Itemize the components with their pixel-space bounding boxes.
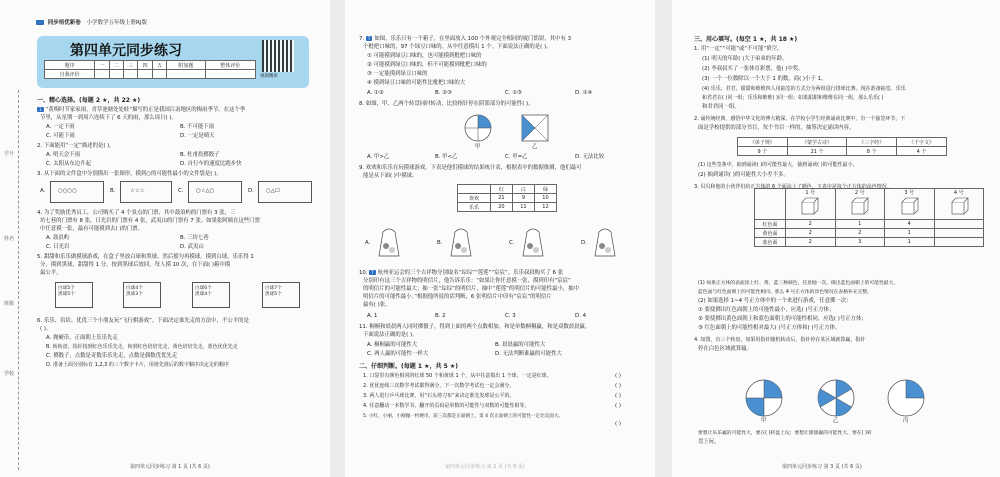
question-text: 2. 诵传统经典，感悟中华文化的博大精深。在学校小学生经典诵读比赛中，有一个抽签环节，下 [694,116,906,122]
question-text: 4. 如图，有三个转盘，如果用指针随机转动后，指针停在某区域就算赢，指针 [694,337,866,343]
table-cell: 20 [490,203,512,212]
score-cell[interactable] [124,70,138,79]
ball-box-label: 白球5个 黑球5个 [58,286,75,297]
table-cell: 2 [786,238,836,247]
page-header [36,18,147,26]
table-cell: 9 [512,194,534,203]
fill-item: 蓝色面与红色面朝上的可能性相同。那么 4 号正方体的涂色情况在表格补充完整。 [698,290,872,295]
option[interactable]: A. 抛硬币，正面朝上乐乐先走 [46,335,118,341]
option: ④ 摸到绿豆口味的可能性比枇杷口味的大 [367,80,466,86]
option[interactable]: C. 两人赢的可能性一样大 [367,351,429,357]
question-text: 最公平。 [40,270,62,276]
table-row [458,203,557,212]
table-cell: 12 [534,203,556,212]
table-header: 《千字文》 [897,138,947,147]
option[interactable]: C. 甲=乙 [505,154,528,160]
option[interactable]: C. 太阳从东边升起 [46,161,91,167]
table-header: 3 号 [885,189,935,220]
table-cell[interactable] [934,229,984,238]
table-cell: 2 [786,229,836,238]
page-title: 第四单元同步练习 [70,43,182,59]
bag-icon [447,224,475,260]
fill-item: ③ 红色面朝上的可能性相对最大( )号正方体和( )号正方体。 [698,325,841,331]
option[interactable]: C. ①③ [505,90,522,96]
question-text: 欢欢和乐乐在玩摸球游戏，下表是他们摸球的结果统计表，根据表中的数据推测，他们最可 [365,165,582,171]
option-label: D. [581,240,587,246]
table-cell[interactable] [934,238,984,247]
option[interactable]: D. 准备上面分别标有 1,2,3 的三个数字卡片，用谁先谁后的数字顺序决定走的顺序 [46,362,229,368]
answer-blank[interactable]: ( ) [615,383,621,389]
table-cell: 9 个 [738,147,788,156]
section-heading: 二、仔细判断。(每题 1 ★，共 5 ★) [359,363,458,370]
fill-item: (3) 一个一位数除以一个大于 1 的数，商( )小于 1。 [702,76,827,82]
option-label: A. [40,188,46,194]
fill-item: (2) 抽到诵读( )的可能性大小差不多。 [698,172,789,178]
spinner-yi [816,378,856,418]
spinner-shaded [764,380,782,398]
option[interactable]: D. 自行车的速度比跑步快 [180,161,242,167]
option[interactable]: B. 晨晨赢的可能性大 [495,342,546,348]
page-footer: 第四单元同步练习 第 1 页 (共 6 页) [130,464,210,470]
spinner-shaded [746,398,764,416]
fill-item: (4) 乐乐、君君、甜甜和维维四人用抽签的方式分为两组进行排球比赛。现在准备抽签，乐乐 [702,86,906,92]
option[interactable]: C. 日光岩 [46,244,70,250]
ball-box-label: 白球7个 黑球5个 [265,286,282,297]
side-label-name: 姓名 [4,236,15,242]
table-header: 《弟子规》 [738,138,788,147]
table-cell: 1 [835,220,885,229]
fill-item: (2) 李叔叔买了一张体育彩票，他( )中奖。 [702,66,804,72]
table-cell: 1 [885,238,935,247]
file-shapes: ○○○○ [58,188,77,194]
question-text: 分，摸到黑球，甜甜得 1 分，按到黑球后放回，每人摸 10 次，在下面( )箱中摸 [40,262,231,268]
score-cell[interactable] [167,70,205,79]
score-cell[interactable] [109,70,123,79]
file-shapes: ○△☐ [266,188,280,194]
score-header: 二 [109,61,123,70]
header-subject: 小学数学五年级上册RJ版 [86,20,147,26]
table-header: 绿 [534,185,556,194]
option[interactable]: B. 甲<乙 [435,154,458,160]
fill-item: (2) 如果选择 1~4 号正方体中的一个来进行游戏，任意掷一次： [698,298,852,304]
table-cell: 4 个 [897,147,947,156]
table-cell: 黄色面 [755,229,786,238]
side-label-class: 班级 [4,301,15,307]
spinner-shaded [906,380,924,398]
spinner-label: 丙 [903,418,909,424]
header-series: 同步培优新卷 [47,20,81,26]
score-cell[interactable] [138,70,152,79]
table-cell: 蓝色面 [755,238,786,247]
question-text: 桐桐和晨晨两人同时掷骰子，得到上面的两个点数相加，和是单数桐桐赢，和是双数晨晨赢。 [369,324,591,330]
table-header: 《蒙学古诗》 [787,138,846,147]
table-cell: 乐乐 [458,203,491,212]
binding-line [18,90,19,470]
option[interactable]: D. 无法比较 [575,154,605,160]
question-text: 1. 用“一定”“可能”或“不可能”填空。 [694,46,783,52]
option[interactable]: D. ①④ [575,90,593,96]
question-text: 明信片的可能性最小。”根据他所说的话判断，6 张明信片中印有“宸宸”的明信片 [363,294,552,300]
spinner-bing [886,378,926,418]
score-cell[interactable] [95,70,109,79]
table-header [755,189,786,220]
file-shapes: ○☆△○ [196,188,215,194]
option[interactable]: C. 可能下雨 [46,133,75,139]
fill-item: (1) 这些签条中，抽到诵读( )的可能性最大，抽到诵读( )的可能性最小。 [698,162,858,168]
option[interactable]: B. 杜甫投掷骰子 [180,152,220,158]
question-text: 中任意摸一张，最有可能摸到去( )的门票。 [40,226,143,232]
option-label: C. [178,188,184,194]
fill-item: 要想让乐乐赢的可能性大，要在( )转盘上玩；要想让甜甜赢的可能性大，要在( )转 [698,431,872,436]
fill-item: (1) 如果正方体的表面涂上红、黄、蓝三种颜色，任意抛一次，掷出蓝色面朝上的可能性最大， [698,281,899,286]
score-header: 四 [138,61,152,70]
option-label: A. [365,240,371,246]
spinner-jia [744,378,784,418]
table-cell: 2 [835,229,885,238]
spinner-label: 乙 [532,144,538,150]
spinner-label: 甲 [475,144,481,150]
question-text: 停在白色区域就算输。 [698,346,752,352]
table-cell: 8 个 [847,147,897,156]
question-text: 能是从下面( )中摸球。 [363,173,418,179]
option[interactable]: A. ①② [367,90,384,96]
question-text: 杭州亚运会的三个吉祥物分别取名“琮琮”“莲莲”“宸宸”。乐乐叔叔购买了 6 张 [377,270,564,276]
score-cell[interactable] [205,70,255,79]
bag-icon [591,224,619,260]
table-cell: 3 [835,238,885,247]
page-1: 一 同步培优新卷 小学数学五年级上册RJ版 第四单元同步练习 视频精讲 题序 一 二 三 四 五 附加题 整体评价 自我评价 学号 姓名 班级 学校 一、精心选择。(每题 2 ★，共 22 ★) 1 “黄梅时节家家雨，青草池塘处处蛙”描写的正是我国江南地区的梅雨季节。在这个季 节里，从星期一到周六连续下了 6 天的雨，那么周日( )。 A. 一定下雨 B. 不可能下雨 C. 可能下雨 D. 一定是晴天 2. 下面能用“一定”描述的是( )。 A. 明天会下雨 B. 杜甫投掷骰子 C. 太阳从东边升起 D. 自行车的速度比跑步快 3. 从下面的文件盒中分别摸出一张图形，摸到○的可能性最小的文件袋是( )。 A. ○○○○ B. ☆☆☆ C. ○☆△○ D. ○△☐ 4. 为了奖励优秀员工，公司购买了 4 个景点的门票，其中鼓浪屿的门票有 3 张，三 坊七巷的门票有 8 张，日光岩的门票有 4 张，武夷山的门票有 7 张。如果张阿姨在这些门票 中任意摸一张，最有可能摸到去( )的门票。 A. 鼓浪屿 B. 三坊七巷 C. 日光岩 D. 武夷山 5. 甜甜和乐乐做摸球游戏，在盒子里放白球和黑球，然后摇匀再摸球。摸到白球，乐乐得 1 分，摸到黑球，甜甜得 1 分，按到黑球后放回，每人摸 10 次，在下面( )箱中摸 最公平。 白球5个 黑球5个 白球4个 黑球3个 白球6个 黑球4个 白球7个 黑球5个 6. 乐乐、培培、优优三个小朋友玩“飞行棋游戏”。下面决定谁先走的方法中，不公平的是 ( )。 A. 抛硬币，正面朝上乐乐先走 B. 转转盘，指针指到红色乐乐先走，转到红色培培先走，黄色培培先走，蓝色优优先走 C. 掷骰子，点数是奇数乐乐先走，点数是偶数优优先走 D. 准备上面分别标有 1,2,3 的三个数字卡片，用谁先谁后的数字顺序决定走的顺序 第四单元同步练习 第 1 页 (共 6 页) [0,0,330,477]
side-label-school: 学校 [4,371,15,377]
spinner-jia [463,113,493,143]
question-text: 最有( )张。 [363,302,391,308]
page-gap [655,0,672,477]
table-row [755,229,984,238]
bag-icon [519,224,547,260]
table-cell: 21 [490,194,512,203]
option[interactable]: C. 3 [505,313,516,319]
answer-blank[interactable]: ( ) [615,373,621,379]
option-label: B. [110,188,116,194]
qr-label: 视频精讲 [260,74,278,79]
option: ③ 一定能摸到绿豆口味的 [367,71,428,77]
question-text: 面是学校提供的部分书目，每个书目一样的，抽签决定诵读内容。 [698,125,855,131]
header-badge: 一 [38,20,42,25]
ball-result-table [457,184,557,212]
option-label: C. [509,240,515,246]
score-header: 三 [124,61,138,70]
score-header: 一 [95,61,109,70]
fill-item: 盘上玩。 [698,439,720,445]
question-text: 的明信片的可能性最大；抽一张“琮琮”的明信片，抽中“莲莲”的明信片的可能性最小，抽中 [363,286,580,292]
table-header: 白 [512,185,534,194]
question-text: ( )。 [40,326,52,332]
table-header: 2 号 [835,189,885,220]
table-cell: 2 [786,220,836,229]
table-cell: 欢欢 [458,194,491,203]
table-cell: 21 个 [787,147,846,156]
table-row [738,147,947,156]
ball-box-label: 白球4个 黑球3个 [126,286,143,297]
spinner-label: 甲 [761,418,767,424]
question-text: 分别印有这三个吉祥物的明信片，他告诉乐乐：“如果让你任意摸一张，摸到印有“宸宸” [363,278,571,284]
option[interactable]: B. ②③ [435,90,452,96]
option[interactable]: D. 一定是晴天 [180,133,215,139]
table-header: 4 号 [934,189,984,220]
table-header: 红 [490,185,512,194]
option[interactable]: C. 掷骰子，点数是奇数乐乐先走，点数是偶数优优先走 [46,353,178,359]
option[interactable]: B. 不可能下雨 [180,124,215,130]
book-list-table [737,137,947,156]
option[interactable]: D. 无法判断谁赢的可能性大 [495,351,562,357]
score-header: 五 [152,61,166,70]
table-header: 1 号 [786,189,836,220]
option[interactable]: B. 转转盘，指针指到红色乐乐先走，转到红色培培先走，黄色培培先走，蓝色优优先走 [46,344,238,350]
option[interactable]: D. 武夷山 [180,244,204,250]
question-text: 坊七巷的门票有 8 张，日光岩的门票有 4 张，武夷山的门票有 7 张。如果张阿姨在这些门票 [40,218,261,224]
section-heading: 一、精心选择。(每题 2 ★，共 22 ★) [37,97,141,104]
table-row [458,194,557,203]
judge-item: 5. 小红、小丽、小刚抛一枚硬币，前三次都是正面朝上，第 4 次正面朝上的可能性一定比反面大。 [363,414,564,419]
score-header: 题序 [45,61,95,70]
answer-blank[interactable]: ( ) [615,393,621,399]
option[interactable]: A. 1 [367,313,378,319]
score-header: 整体评价 [205,61,255,70]
page-footer: 第四单元同步练习 第 2 页 (共 6 页) [445,464,525,470]
table-row [755,238,984,247]
option[interactable]: A. 鼓浪屿 [46,235,70,241]
option: ① 可能摸到绿豆口味的，也可能摸到枇杷口味的 [367,53,482,59]
option[interactable]: D. 4 [575,313,587,319]
table-cell: 4 [885,220,935,229]
judge-item: 4. 任意翻动一本数学书，翻开的页码是单数的可能性与双数的可能性相等。 [363,403,530,409]
ball-box-label: 白球6个 黑球4个 [195,286,212,297]
option[interactable]: B. 三坊七巷 [180,235,209,241]
question-text: 如图，乐乐只有一个箱子，在里面放入 100 个外观完全相同的厦门馅饼，其中有 3 [374,36,572,42]
option-label: B. [437,240,443,246]
answer-blank[interactable]: ( ) [615,421,621,427]
question-text: 下面能用“一定”描述的是( )。 [43,143,115,149]
question-text: 乐乐、培培、优优三个小朋友玩“飞行棋游戏”。下面决定谁先走的方法中，不公平的是 [43,318,249,324]
table-cell: 1 [885,229,935,238]
judge-item: 2. 优优连续三次数学考试都得满分，下一次数学考试也一定会满分。 [363,383,515,389]
option[interactable]: A. 甲>乙 [367,154,390,160]
fill-item: 和君君在( )同一组；乐乐和维维( )同一组；如果甜甜和维维在同一组，那么乐乐( ) [702,95,884,101]
table-header [458,185,491,194]
section-heading: 三、用心填写。(每空 1 ★，共 18 ★) [694,36,798,43]
table-row [755,220,984,229]
file-shapes: ☆☆☆ [130,188,145,194]
question-text: 下面说法正确的是( )。 [363,332,418,338]
table-cell: 11 [512,203,534,212]
question-text: 甜甜和乐乐做摸球游戏，在盒子里放白球和黑球，然后摇匀再摸球。摸到白球，乐乐得 1 [43,254,254,260]
score-header: 附加题 [167,61,205,70]
page-3 [672,0,1000,477]
score-table [44,60,256,79]
fill-item: ① 要使掷出红色面朝上的可能性最小，应选( )号正方体； [698,307,835,313]
judge-item: 1. 口袋里有颜色相同的红球 50 个和黄球 1 个，从中任意摸出 1 个球，一定是红球。 [363,373,552,379]
question-text: 节里，从星期一到周六连续下了 6 天的雨，那么周日( )。 [40,115,177,121]
question-text: “黄梅时节家家雨，青草池塘处处蛙”描写的正是我国江南地区的梅雨季节。在这个季 [45,107,246,113]
option-label: D. [248,188,254,194]
cube-color-table [754,188,984,247]
fill-item: 和君君同一组。 [702,104,740,110]
option[interactable]: B. 2 [435,313,446,319]
table-header: 《三字经》 [847,138,897,147]
question-text: 为了奖励优秀员工，公司购买了 4 个景点的门票，其中鼓浪屿的门票有 3 张，三 [43,210,236,216]
page-footer: 第四单元同步练习 第 3 页 (共 6 页) [782,464,862,470]
option[interactable]: A. 明天会下雨 [46,152,80,158]
score-row-label: 自我评价 [45,70,95,79]
judge-item: 3. 两人进行乒乓球比赛，用“石头剪刀布”来决定谁先发球是公平的。 [363,393,515,399]
option[interactable]: A. 桐桐赢的可能性大 [367,342,418,348]
fill-item: (1) 明天的年龄( )大于弟弟的年龄。 [702,56,788,62]
table-cell[interactable] [934,220,984,229]
question-text: 个枇杷口味的，97 个绿豆口味的。从中任意摸出 1 个。下面说法正确的是( )。 [363,44,552,50]
table-cell: 10 [534,194,556,203]
option[interactable]: A. 一定下雨 [46,124,75,130]
question-text: 如图，甲、乙两个转盘同时转动，比较指针停在阴影部分的可能性( )。 [365,101,534,107]
question-text: 从下面的文件盒中分别摸出一张图形，摸到○的可能性最小的文件袋是( )。 [43,171,222,177]
page-gap [330,0,345,477]
file-box [120,181,172,203]
answer-blank[interactable]: ( ) [615,403,621,409]
side-label-id: 学号 [4,151,15,157]
table-cell: 红色面 [755,220,786,229]
spinner-yi [520,113,550,143]
bag-icon [375,224,403,260]
spinner-shaded [478,115,491,128]
qr-code-icon[interactable] [262,40,294,72]
score-cell[interactable] [152,70,166,79]
page-2: 7. T 如图，乐乐只有一个箱子，在里面放入 100 个外观完全相同的厦门馅饼，其中有 3 个枇杷口味的，97 个绿豆口味的。从中任意摸出 1 个。下面说法正确的是( )。 ① 可能摸到绿豆口味的，也可能摸到枇杷口味的 ② 可能摸到绿豆口味的，但不可能摸到枇杷口味的 ③ 一定能摸到绿豆口味的 ④ 摸到绿豆口味的可能性比枇杷口味的大 A. ①② B. ②③ C. ①③ D. ①④ 8. 如图，甲、乙两个转盘同时转动，比较指针停在阴影部分的可能性( )。 甲 乙 A. 甲>乙 B. 甲<乙 C. 甲=乙 D. 无法比较 9. 欢欢和乐乐在玩摸球游戏，下表是他们摸球的结果统计表，根据表中的数据推测，他们最可 能是从下面( )中摸球。 红 白 绿 欢欢 21 9 10 乐乐 20 11 12 A. B. C. D. 10. T 杭州亚运会的三个吉祥物分别取名“琮琮”“莲莲”“宸宸”。乐乐叔叔购买了 6 张 分别印有这三个吉祥物的明信片，他告诉乐乐：“如果让你任意摸一张，摸到印有“宸宸” 的明信片的可能性最大；抽一张“琮琮”的明信片，抽中“莲莲”的明信片的可能性最小，抽中 明信片的可能性最小。”根据他所说的话判断，6 张明信片中印有“宸宸”的明信片 最有( )张。 A. 1 B. 2 C. 3 D. 4 11. 桐桐和晨晨两人同时掷骰子，得到上面的两个点数相加，和是单数桐桐赢，和是双数晨晨赢。 下面说法正确的是( )。 A. 桐桐赢的可能性大 B. 晨晨赢的可能性大 C. 两人赢的可能性一样大 D. 无法判断谁赢的可能性大 二、仔细判断。(每题 1 ★，共 5 ★) 1. 口袋里有颜色相同的红球 50 个和黄球 1 个，从中任意摸出 1 个球，一定是红球。 2. 优优连续三次数学考试都得满分，下一次数学考试也一定会满分。 3. 两人进行乒乓球比赛，用“石头剪刀布”来决定谁先发球是公平的。 4. 任意翻动一本数学书，翻开的页码是单数的可能性与双数的可能性相等。 5. 小红、小丽、小刚抛一枚硬币，前三次都是正面朝上，第 4 次正面朝上的可能性一定比反面大。 ( ) ( ) ( ) ( ) ( ) 第四单元同步练习 第 2 页 (共 6 页) [345,0,655,477]
fill-item: ② 要使掷出黄色面朝上和蓝色面朝上的可能性相同，应选( )号正方体； [698,316,867,322]
option: ② 可能摸到绿豆口味的，但不可能摸到枇杷口味的 [367,62,487,68]
question-text: 3. 贝贝和他的小伙伴们给正方体的 6 个面涂上了颜色，下表中是每个正方体的涂色情况。 [694,184,892,190]
spinner-label: 乙 [833,418,839,424]
